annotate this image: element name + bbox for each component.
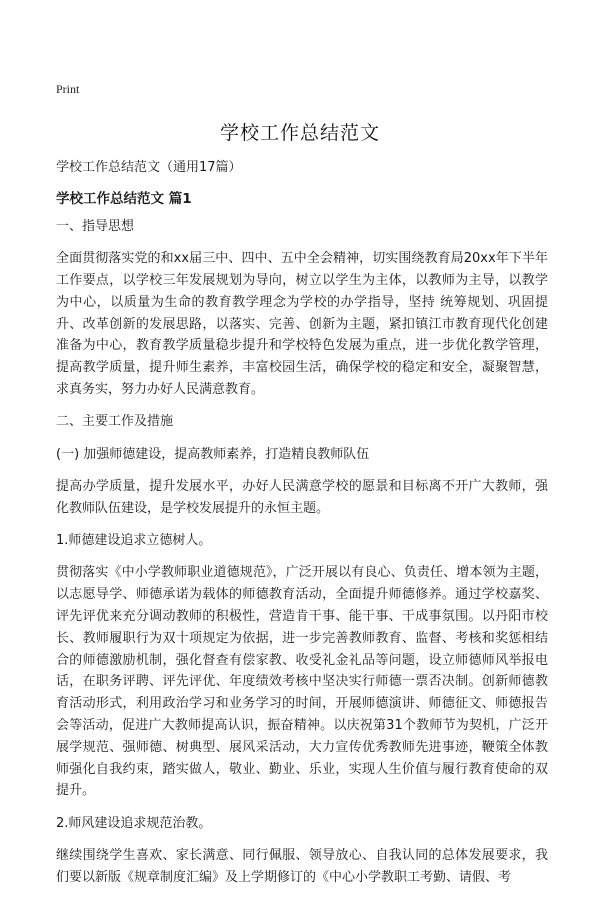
- page-title: 学校工作总结范文: [219, 122, 380, 144]
- section-1-paragraph: 全面贯彻落实党的和xx届三中、四中、五中全会精神，切实围绕教育局20xx年下半年工作要点，以学校三年发展规划为导向，树立以学生为主体，以教师为主导，以教学为中心，以质量为生命的教育教学理念为学校的办学指导，坚持 统筹规划、巩固提升、改革创新的发展思路，以落实、完善、创新为主题，紧扣镇江市教育现代化创建准备为中心，教育教学质量稳步提升和学校特色发展为重点，进一步优化教学管理，提高教学质量，提升师生素养，丰富校园生活，确保学校的稳定和安全，凝聚智慧，求真务实，努力办好人民满意教育。: [56, 251, 548, 398]
- item-1-paragraph: 贯彻落实《中小学教师职业道德规范》，广泛开展以有良心、负责任、增本领为主题，以志愿导学、师德承诺为载体的师德教育活动，全面提升师德修养。通过学校嘉奖、评先评优来充分调动教师的积极性，营造肯干事、能干事、干成事氛围。以丹阳市校长、教师履职行为双十项规定为依据，进一步完善教师教育、监督、考核和奖惩相结合的师德激励机制，强化督查有偿家教、收受礼金礼品等问题，设立师德师风举报电话，在职务评聘、评先评优、年度绩效考核中坚决实行师德一票否决制。创新师德教育活动形式，利用政治学习和业务学习的时间，开展师德演讲、师德征文、师德报告会等活动，促进广大教师提高认识，振奋精神。以庆祝第31个教师节为契机，广泛开展学规范、强师德、树典型、展风采活动，大力宣传优秀教师先进事迹，鞭策全体教师强化自我约束，踏实做人，敬业、勤业、乐业，实现人生价值与履行教育使命的双提升。: [56, 565, 548, 799]
- article-body: [56, 216, 548, 899]
- document-subtitle: 学校工作总结范文（通用17篇）: [56, 160, 242, 175]
- section-2-title: 二、主要工作及措施: [56, 414, 174, 430]
- section-2-subsection-paragraph: 提高办学质量，提升发展水平，办好人民满意学校的愿景和目标离不开广大教师，强化教师队伍建设，是学校发展提升的永恒主题。: [56, 478, 548, 516]
- section-2-subsection-title: (一) 加强师德建设，提高教师素养，打造精良教师队伍: [56, 446, 370, 462]
- item-2-paragraph: 继续围绕学生喜欢、家长满意、同行佩服、领导放心、自我认同的总体发展要求，我们要以新版《规章制度汇编》及上学期修订的《中心小学教职工考勤、请假、考: [56, 847, 548, 885]
- print-label[interactable]: Print: [56, 82, 80, 96]
- article-heading: 学校工作总结范文 篇1: [56, 191, 192, 207]
- item-1-title: 1.师德建设追求立德树人。: [56, 533, 212, 549]
- item-2-title: 2.师风建设追求规范治教。: [56, 815, 212, 831]
- section-1-title: 一、指导思想: [56, 219, 135, 234]
